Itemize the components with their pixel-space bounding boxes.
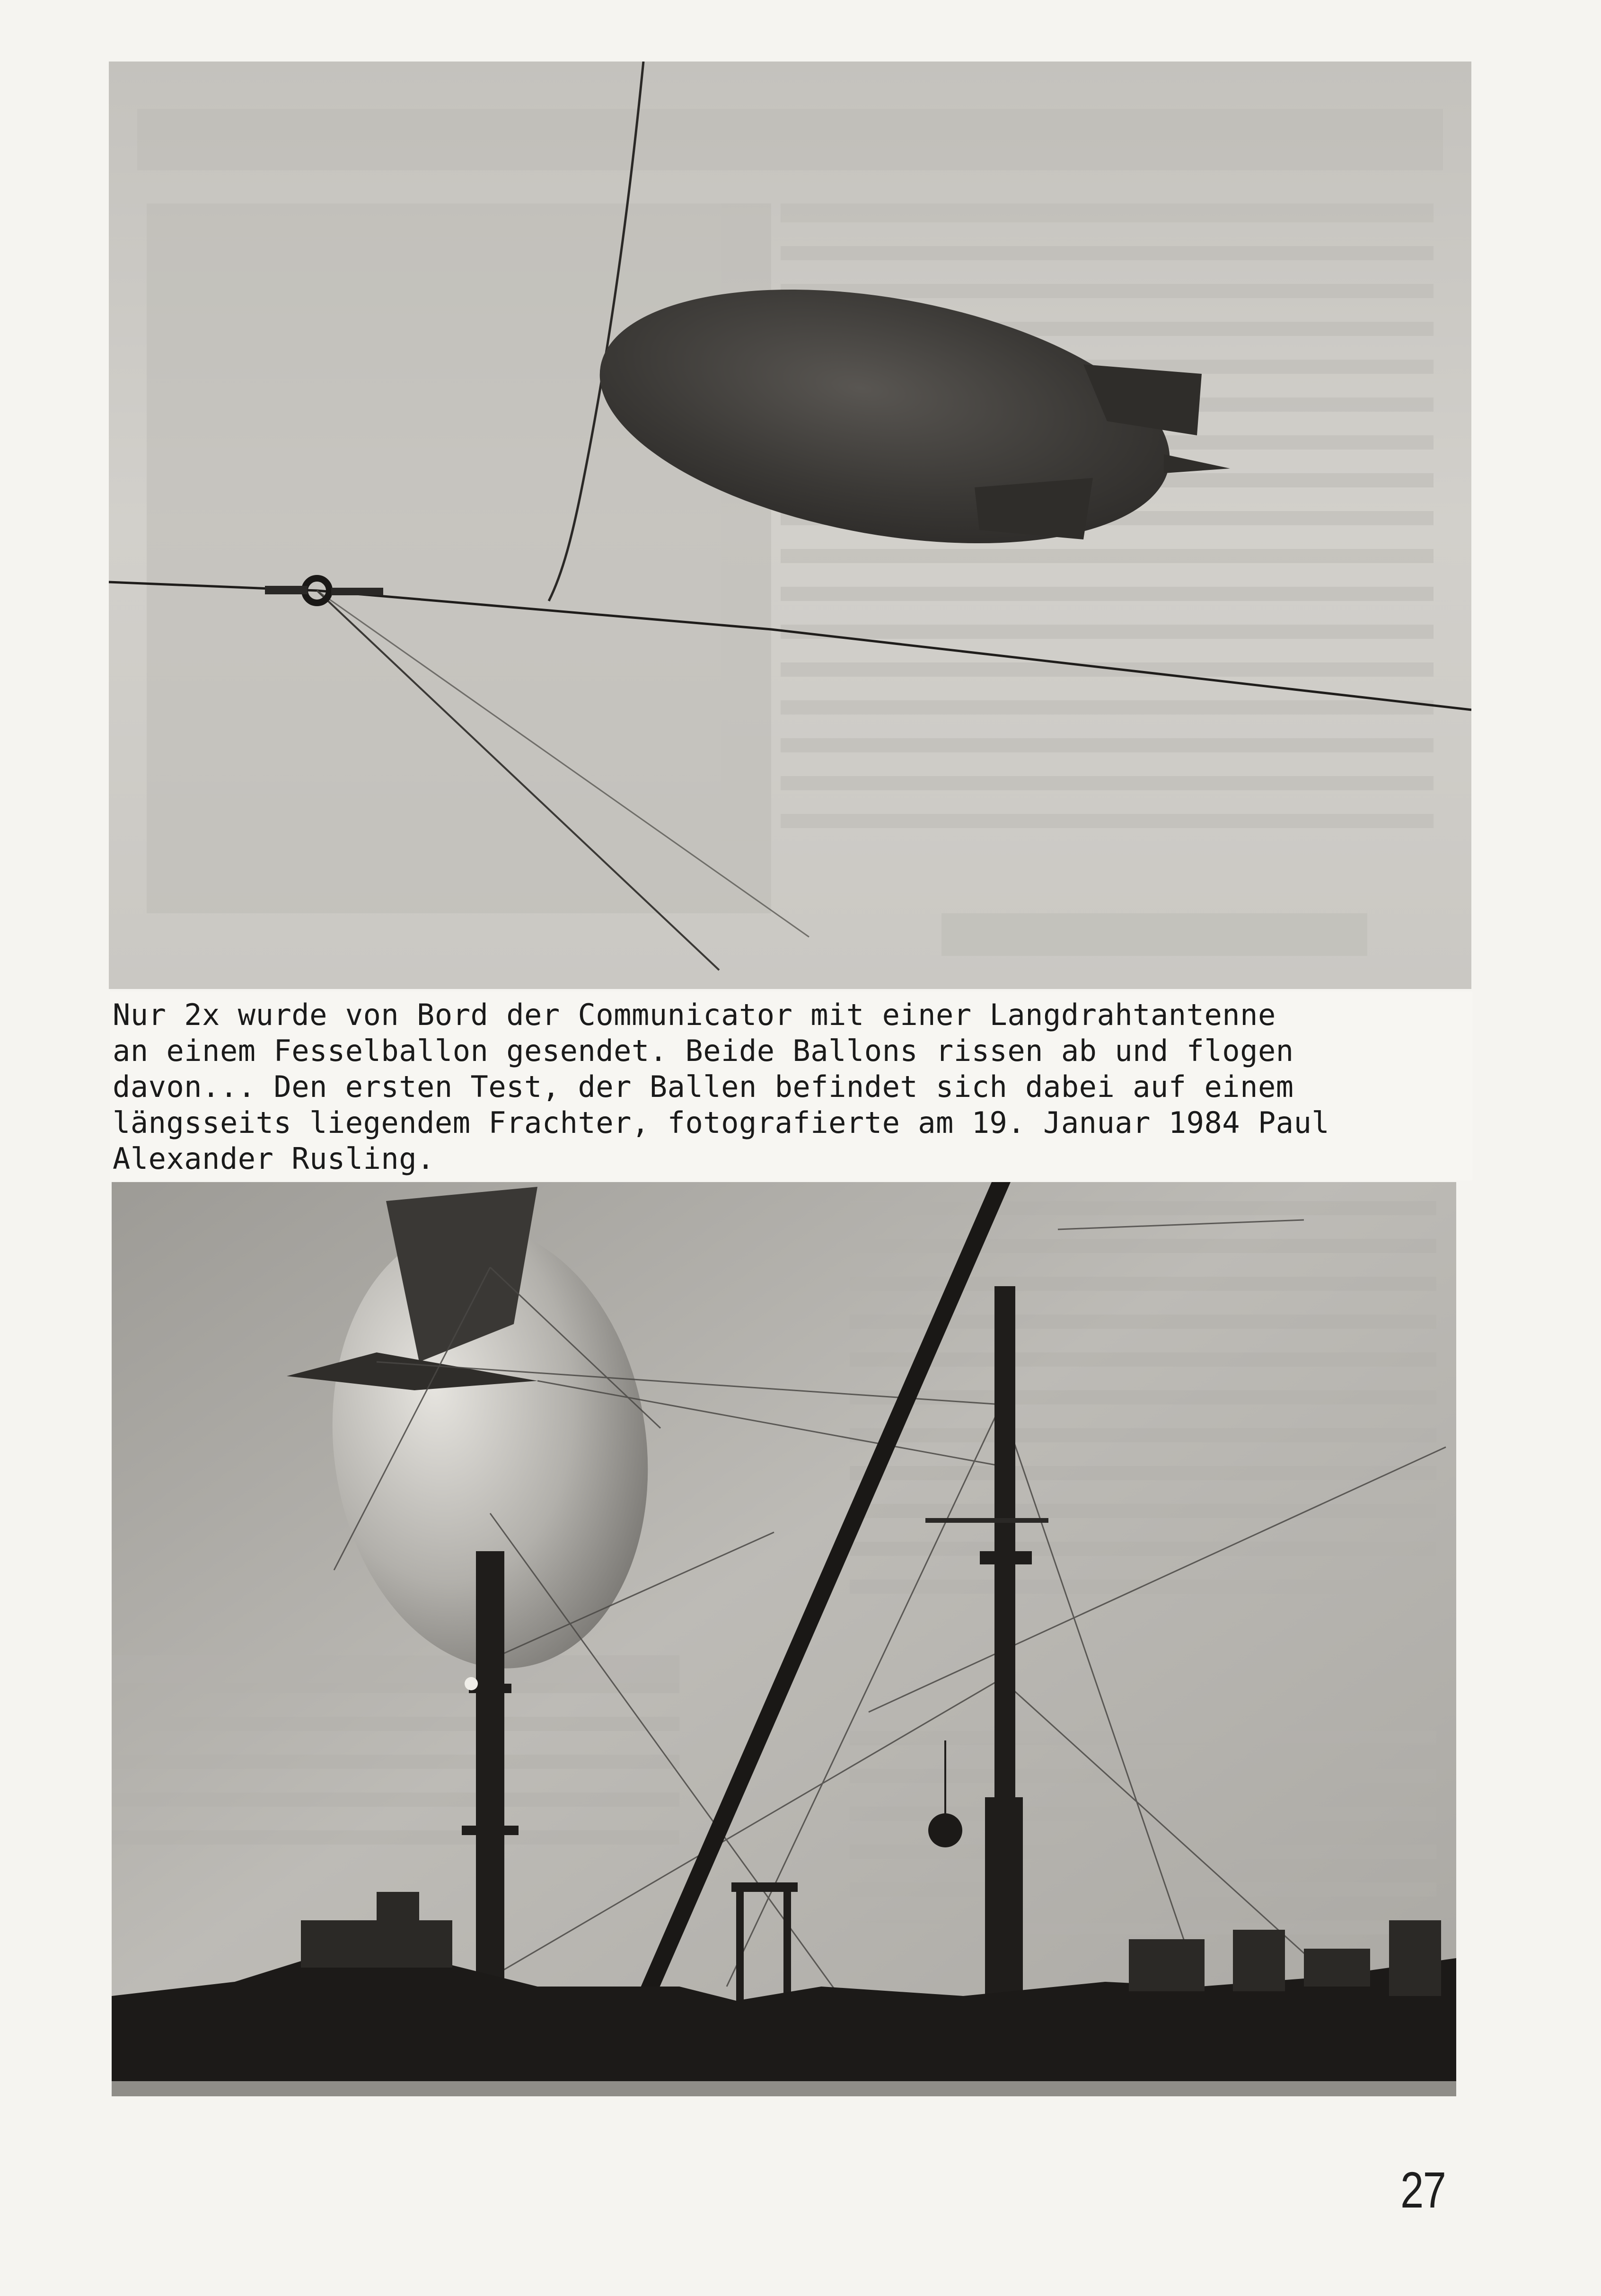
bottom-photo [112,1182,1456,2096]
page-number: 27 [1400,2161,1446,2218]
barrage-balloon-on-ship-mast-photo [112,1182,1456,2096]
top-photo [109,62,1471,989]
barrage-balloon-in-flight-photo [109,62,1471,989]
caption-text: Nur 2x wurde von Bord der Communicator mit einer Langdrahtantenne an einem Fesselballon gesendet. Beide Ballons rissen ab und flogen davon... Den ersten Test, der Ballen befindet sich dabei auf einem längsseits liegendem Frachter, fotografierte am 19. Januar 1984 Paul Alexander Rusling. [113,998,1330,1176]
photo-caption [110,991,1472,1181]
